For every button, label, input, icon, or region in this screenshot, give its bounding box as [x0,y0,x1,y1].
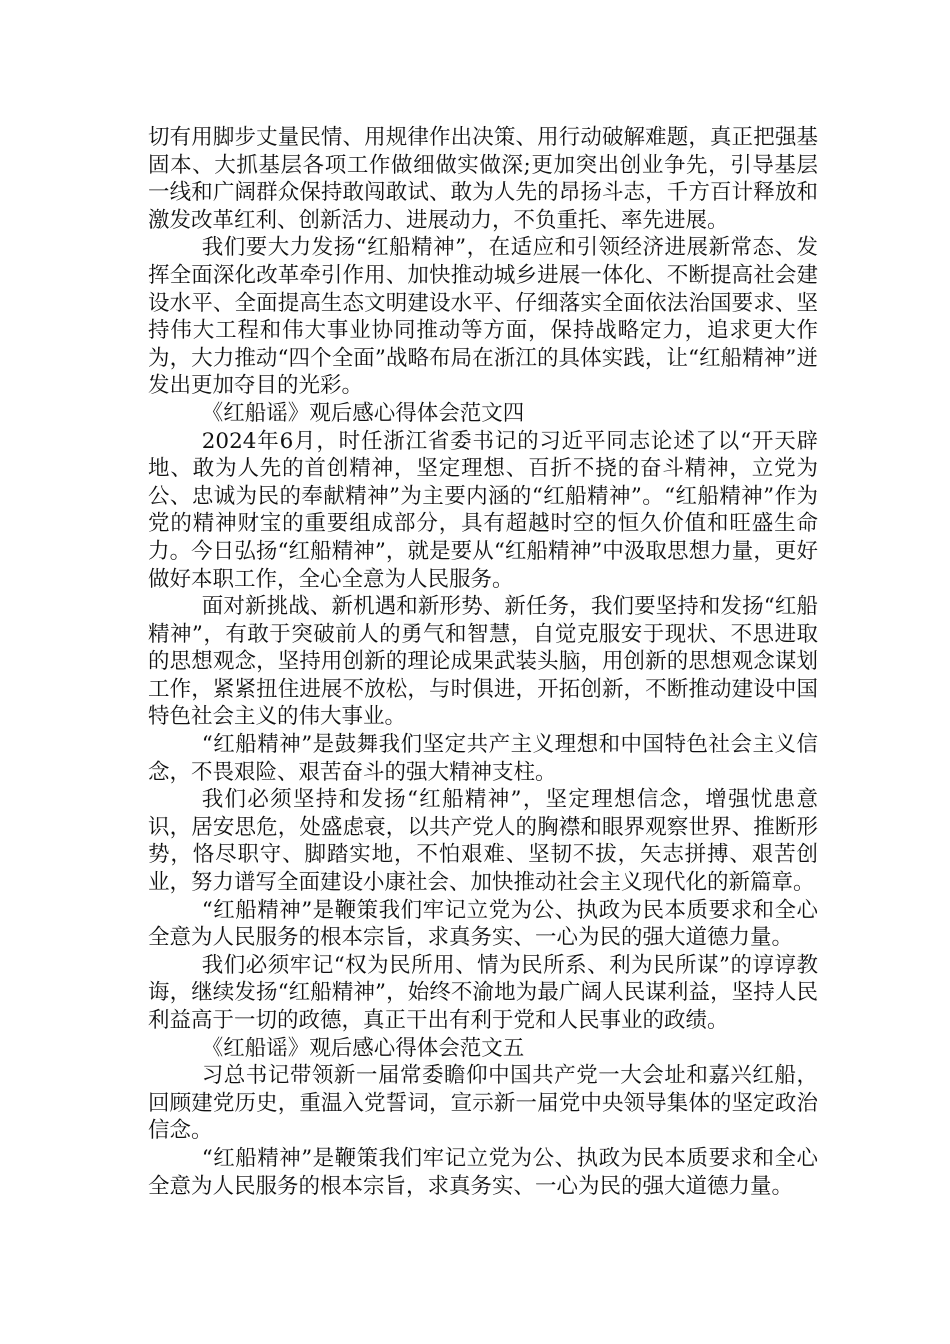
section-heading: 《红船谣》观后感心得体会范文四 [201,400,525,426]
paragraph: “红船精神”是鼓舞我们坚定共产主义理想和中国特色社会主义信念，不畏艰险、艰苦奋斗的强大精神支柱。 [148,732,818,785]
paragraph: 习总书记带领新一届常委瞻仰中国共产党一大会址和嘉兴红船，回顾建党历史，重温入党誓词，宣示新一届党中央领导集体的坚定政治信念。 [148,1063,818,1144]
section-heading: 《红船谣》观后感心得体会范文五 [201,1035,525,1061]
document-page [148,124,818,1200]
paragraph: 我们必须坚持和发扬“红船精神”，坚定理想信念，增强忧患意识，居安思危，处盛虑衰，以共产党人的胸襟和眼界观察世界、推断形势，恪尽职守、脚踏实地，不怕艰难、坚韧不拔，矢志拼搏、艰苦创业，努力谱写全面建设小康社会、加快推动社会主义现代化的新篇章。 [148,787,818,896]
paragraph: 面对新挑战、新机遇和新形势、新任务，我们要坚持和发扬“红船精神”，有敢于突破前人的勇气和智慧，自觉克服安于现状、不思进取的思想观念，坚持用创新的理论成果武装头脑，用创新的思想观念谋划工作，紧紧扭住进展不放松，与时俱进，开拓创新，不断推动建设中国特色社会主义的伟大事业。 [148,594,818,730]
paragraph: 2024年6月，时任浙江省委书记的习近平同志论述了以“开天辟地、敢为人先的首创精神，坚定理想、百折不挠的奋斗精神，立党为公、忠诚为民的奉献精神”为主要内涵的“红船精神”。“红船精神”作为党的精神财宝的重要组成部分，具有超越时空的恒久价值和旺盛生命力。今日弘扬“红船精神”，就是要从“红船精神”中汲取思想力量，更好做好本职工作，全心全意为人民服务。 [148,428,818,592]
paragraph: “红船精神”是鞭策我们牢记立党为公、执政为民本质要求和全心全意为人民服务的根本宗旨，求真务实、一心为民的强大道德力量。 [148,1145,818,1199]
paragraph: 我们要大力发扬“红船精神”，在适应和引领经济进展新常态、发挥全面深化改革牵引作用、加快推动城乡进展一体化、不断提高社会建设水平、全面提高生态文明建设水平、仔细落实全面依法治国要求、坚持伟大工程和伟大事业协同推动等方面，保持战略定力，追求更大作为，大力推动“四个全面”战略布局在浙江的具体实践，让“红船精神”迸发出更加夺目的光彩。 [148,235,818,399]
paragraph: “红船精神”是鞭策我们牢记立党为公、执政为民本质要求和全心全意为人民服务的根本宗旨，求真务实、一心为民的强大道德力量。 [148,897,818,951]
paragraph: 我们必须牢记“权为民所用、情为民所系、利为民所谋”的谆谆教诲，继续发扬“红船精神”，始终不渝地为最广阔人民谋利益，坚持人民利益高于一切的政德，真正干出有利于党和人民事业的政绩。 [148,952,818,1033]
paragraph: 切有用脚步丈量民情、用规律作出决策、用行动破解难题，真正把强基固本、大抓基层各项工作做细做实做深;更加突出创业争先，引导基层一线和广阔群众保持敢闯敢试、敢为人先的昂扬斗志，千方百计释放和激发改革红利、创新活力、进展动力，不负重托、率先进展。 [148,125,818,233]
